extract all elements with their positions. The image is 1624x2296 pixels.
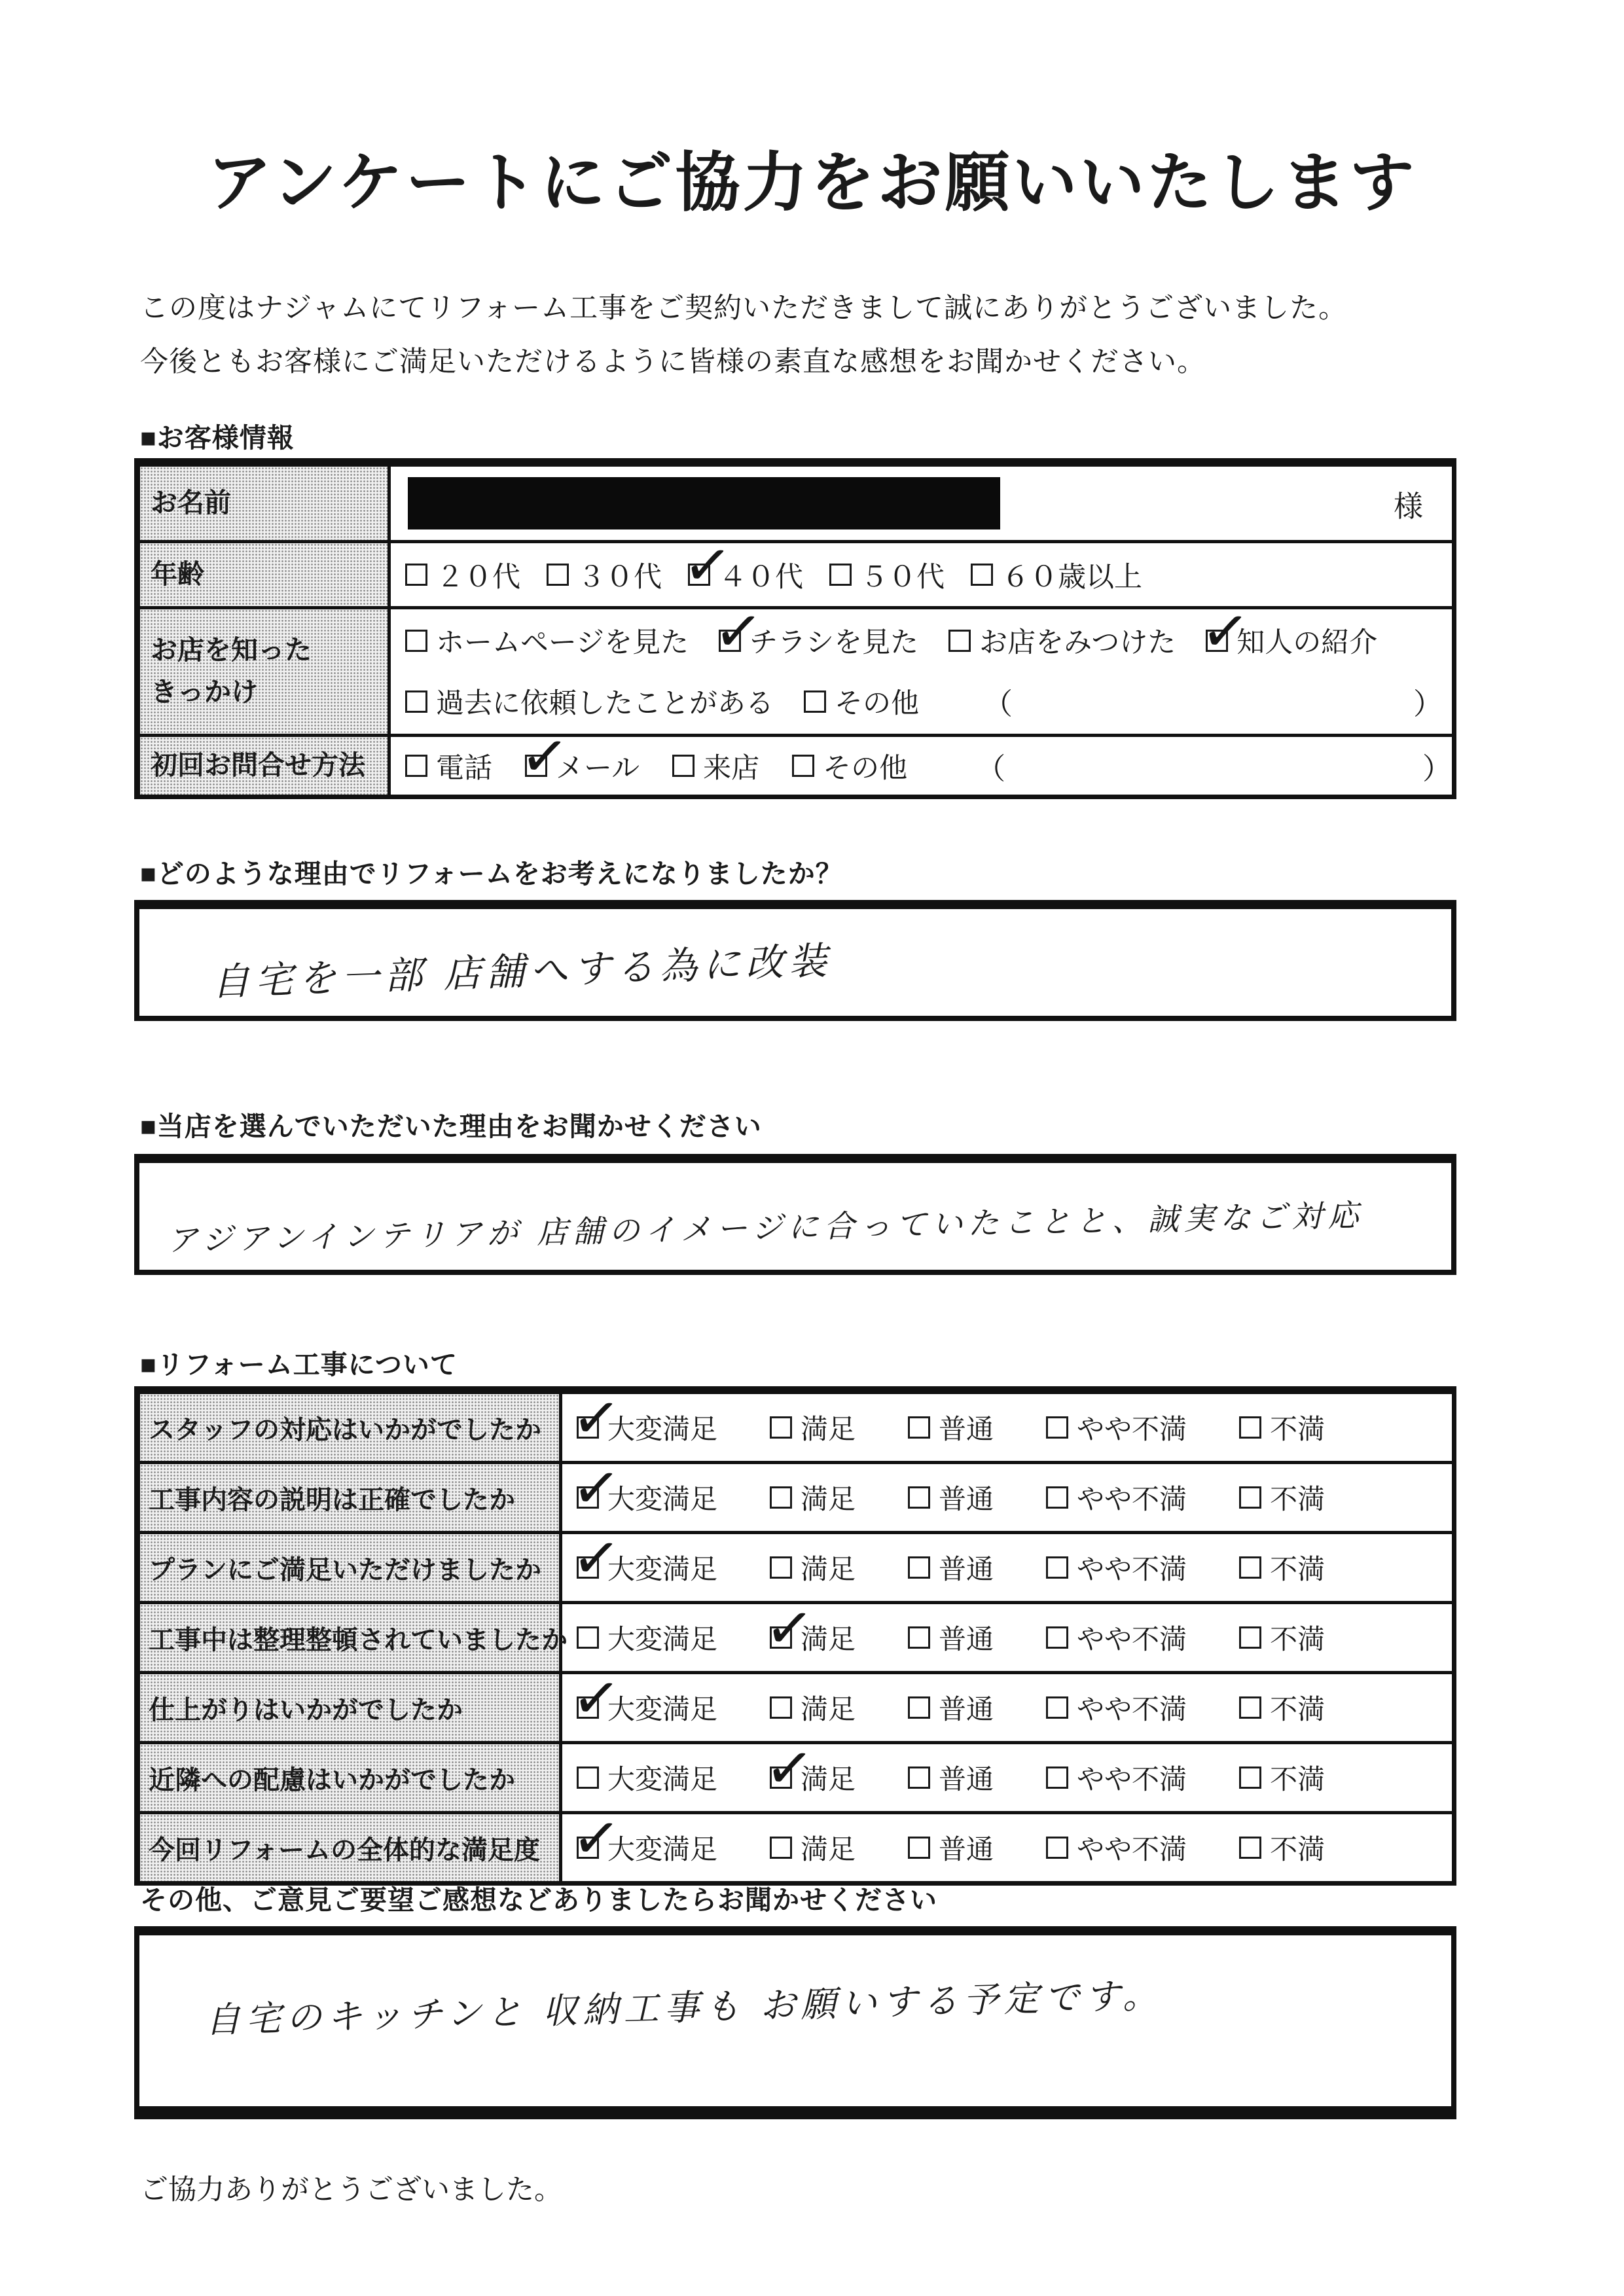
paren-open: （: [976, 751, 1006, 785]
page-title: アンケートにご協力をお願いいたします: [207, 146, 1417, 219]
age-label: 年齢: [140, 543, 391, 606]
option-label: 過去に依頼したことがある: [436, 688, 774, 719]
section-heading-reason: ■どのような理由でリフォームをお考えになりましたか？: [140, 859, 843, 889]
rating-checkbox: [770, 1696, 792, 1719]
how-found-options-cell: [391, 609, 1452, 734]
option-label: 電話: [436, 752, 492, 784]
option-label: やや不満: [1077, 1624, 1187, 1655]
rating-option: [770, 1408, 856, 1447]
rating-option: [1239, 1828, 1325, 1867]
rating-checkbox: [1046, 1556, 1068, 1579]
option-label: 不満: [1270, 1484, 1326, 1515]
checkbox-60plus: [971, 564, 993, 586]
table-row-overall-satisfaction: 今回リフォームの全体的な満足度 ✓ 大変満足 満足 普通 やや不満 不満: [140, 1811, 1452, 1881]
rating-option: [577, 1688, 717, 1727]
option-label: 不満: [1270, 1414, 1326, 1444]
handwritten-answer-comments: 自宅のキッチンと 収納工事も お願いする予定です。: [204, 1975, 1164, 2041]
checkbox-email: [525, 755, 547, 777]
option-label: 大変満足: [607, 1764, 718, 1795]
checkbox-source-other: [804, 691, 826, 713]
rating-option: [908, 1478, 994, 1517]
checkbox-20s: [405, 564, 427, 586]
how-found-options-line1: [405, 620, 1377, 660]
checkbox-contact-other: [792, 755, 814, 777]
option-label: 満足: [801, 1414, 856, 1444]
rating-option: [1239, 1548, 1325, 1587]
rating-checkbox: [1239, 1486, 1261, 1509]
option-label: 知人の紹介: [1236, 627, 1378, 658]
rating-option: [1239, 1618, 1325, 1657]
handwritten-answer-choice: アジアンインテリアが 店舗のイメージに合っていたことと、誠実なご対応: [166, 1197, 1364, 1258]
option-label: ５０代: [860, 561, 945, 593]
source-option-other: [804, 681, 919, 721]
option-label: 満足: [801, 1764, 856, 1795]
rating-option: [908, 1548, 994, 1587]
option-label: その他: [823, 752, 908, 784]
rating-option: [1046, 1408, 1187, 1447]
rating-checkbox: [1046, 1486, 1068, 1509]
rating-option: [1046, 1688, 1187, 1727]
rating-option: [1046, 1618, 1187, 1657]
option-label: 不満: [1270, 1624, 1326, 1655]
contact-option-visit: [672, 746, 759, 786]
rating-checkbox: [908, 1696, 930, 1719]
rating-checkbox: [577, 1767, 599, 1789]
rating-checkbox: [1046, 1696, 1068, 1719]
how-found-label: お店を知った きっかけ: [140, 609, 391, 734]
checkbox-found-store: [948, 630, 971, 652]
option-label: 不満: [1270, 1834, 1326, 1865]
rating-option: [908, 1618, 994, 1657]
rating-option: [1046, 1548, 1187, 1587]
intro-text: [140, 281, 1347, 389]
option-label: 満足: [801, 1624, 856, 1655]
rating-checkbox: [908, 1486, 930, 1509]
option-label: 普通: [939, 1414, 994, 1444]
contact-option-phone: [405, 746, 492, 786]
source-option-past-request: [405, 681, 774, 721]
rating-checkbox: [770, 1416, 792, 1439]
rating-checkbox: [908, 1556, 930, 1579]
option-label: 普通: [939, 1834, 994, 1865]
option-label: やや不満: [1077, 1694, 1187, 1725]
paren-close: ）: [1422, 751, 1452, 785]
section-heading-construction: ■リフォーム工事について: [140, 1350, 458, 1380]
age-option-60plus: [971, 555, 1142, 595]
section-heading-comments: その他、ご意見ご要望ご感想などありましたらお聞かせください: [140, 1885, 937, 1915]
option-label: 大変満足: [607, 1554, 718, 1585]
satisfaction-table: [134, 1386, 1456, 1886]
rating-option: [577, 1408, 717, 1447]
checkbox-30s: [547, 564, 569, 586]
name-honorific: 様: [1393, 489, 1423, 523]
source-option-flyer: [719, 620, 918, 660]
free-text-box-reason: [134, 900, 1456, 1021]
option-label: ２０代: [436, 561, 520, 593]
rating-option: [577, 1548, 717, 1587]
free-text-box-comments: [134, 1926, 1456, 2119]
rating-checkbox: [1239, 1696, 1261, 1719]
customer-info-table: [134, 458, 1456, 799]
rating-checkbox: [1046, 1767, 1068, 1789]
first-contact-label: 初回お問合せ方法: [140, 737, 391, 795]
contact-option-other: [792, 746, 907, 786]
rating-checkbox: [1239, 1837, 1261, 1859]
rating-checkbox: [908, 1416, 930, 1439]
rating-option: [577, 1758, 717, 1797]
table-row-tidiness: 工事中は整理整頓されていましたか 大変満足 ✓ 満足 普通 やや不満 不満: [140, 1601, 1452, 1671]
option-label: 来店: [703, 752, 760, 784]
rating-checkbox: [908, 1767, 930, 1789]
rating-option: [577, 1478, 717, 1517]
rating-checkbox: [1239, 1416, 1261, 1439]
rating-option: [1239, 1478, 1325, 1517]
checkbox-50s: [829, 564, 852, 586]
option-label: チラシを見た: [749, 627, 919, 658]
rating-option: [908, 1758, 994, 1797]
checkbox-phone: [405, 755, 427, 777]
rating-option: [1046, 1828, 1187, 1867]
age-option-30s: [547, 555, 662, 595]
option-label: お店をみつけた: [979, 627, 1176, 658]
handwritten-answer-reason: 自宅を一部 店舗へする為に改装: [211, 939, 833, 1004]
rating-option: [1239, 1758, 1325, 1797]
rating-checkbox: [1239, 1556, 1261, 1579]
source-option-homepage: [405, 620, 689, 660]
rating-checkbox: [1046, 1416, 1068, 1439]
rating-checkbox: [577, 1626, 599, 1649]
table-row-staff-response: スタッフの対応はいかがでしたか ✓ 大変満足 満足 普通 やや不満 不満: [140, 1394, 1452, 1461]
table-row-explanation-accuracy: 工事内容の説明は正確でしたか ✓ 大変満足 満足 普通 やや不満 不満: [140, 1461, 1452, 1531]
source-option-found-store: [948, 620, 1176, 660]
rating-checkbox: [770, 1837, 792, 1859]
rating-option: [908, 1688, 994, 1727]
rating-option: [770, 1478, 856, 1517]
rating-checkbox: [908, 1837, 930, 1859]
option-label: ６０歳以上: [1001, 561, 1142, 593]
table-row-neighbor-consideration: 近隣への配慮はいかがでしたか 大変満足 ✓ 満足 普通 やや不満 不満: [140, 1741, 1452, 1811]
table-row-how-found: [140, 606, 1452, 734]
checkbox-referral: [1206, 630, 1228, 652]
intro-line-2: 今後ともお客様にご満足いただけるように皆様の素直な感想をお聞かせください。: [140, 346, 1206, 378]
age-option-40s: [688, 555, 803, 595]
section-heading-choice: ■当店を選んでいただいた理由をお聞かせください: [140, 1111, 762, 1141]
rating-option: [770, 1548, 856, 1587]
option-label: やや不満: [1077, 1554, 1187, 1585]
checkbox-flyer: [719, 630, 741, 652]
option-label: やや不満: [1077, 1764, 1187, 1795]
rating-option: [908, 1408, 994, 1447]
option-label: 大変満足: [607, 1414, 718, 1444]
rating-checkbox: [577, 1416, 599, 1439]
checkbox-past-request: [405, 691, 427, 713]
contact-option-email: [525, 746, 640, 786]
option-label: 普通: [939, 1694, 994, 1725]
option-label: 大変満足: [607, 1484, 718, 1515]
option-label: メール: [556, 752, 640, 784]
section-heading-customer-info: ■お客様情報: [140, 423, 295, 453]
option-label: その他: [835, 688, 919, 719]
rating-option: [577, 1828, 717, 1867]
option-label: やや不満: [1077, 1834, 1187, 1865]
table-row-plan-satisfaction: プランにご満足いただけましたか ✓ 大変満足 満足 普通 やや不満 不満: [140, 1531, 1452, 1601]
rating-checkbox: [577, 1556, 599, 1579]
rating-checkbox: [577, 1486, 599, 1509]
rating-option: [1239, 1408, 1325, 1447]
table-row-finish-quality: 仕上がりはいかがでしたか ✓ 大変満足 満足 普通 やや不満 不満: [140, 1671, 1452, 1741]
table-row-age: [140, 540, 1452, 606]
option-label: 普通: [939, 1764, 994, 1795]
table-row-name: [140, 467, 1452, 540]
rating-option: [1239, 1688, 1325, 1727]
option-label: ３０代: [577, 561, 662, 593]
rating-checkbox: [770, 1626, 792, 1649]
age-option-20s: [405, 555, 520, 595]
rating-checkbox: [770, 1556, 792, 1579]
table-row-first-contact: [140, 734, 1452, 795]
rating-option: [577, 1618, 717, 1657]
rating-checkbox: [1046, 1837, 1068, 1859]
rating-option: [770, 1828, 856, 1867]
option-label: やや不満: [1077, 1484, 1187, 1515]
rating-option: [770, 1688, 856, 1727]
option-label: ホームページを見た: [436, 627, 689, 658]
option-label: 普通: [939, 1624, 994, 1655]
rating-option: [1046, 1478, 1187, 1517]
rating-checkbox: [908, 1626, 930, 1649]
rating-option: [770, 1758, 856, 1797]
option-label: 満足: [801, 1554, 856, 1585]
free-text-box-choice: [134, 1154, 1456, 1275]
checkbox-homepage: [405, 630, 427, 652]
rating-checkbox: [577, 1837, 599, 1859]
option-label: 不満: [1270, 1694, 1326, 1725]
name-value-cell: [391, 467, 1452, 540]
option-label: 大変満足: [607, 1694, 718, 1725]
option-label: 大変満足: [607, 1834, 718, 1865]
closing-thanks-text: ご協力ありがとうございました。: [140, 2174, 562, 2206]
name-label: お名前: [140, 467, 391, 540]
rating-option: [770, 1618, 856, 1657]
paren-close: ）: [1413, 687, 1443, 721]
option-label: 大変満足: [607, 1624, 718, 1655]
option-label: 満足: [801, 1484, 856, 1515]
option-label: やや不満: [1077, 1414, 1187, 1444]
option-label: 満足: [801, 1694, 856, 1725]
checkbox-40s: [688, 564, 710, 586]
option-label: 不満: [1270, 1554, 1326, 1585]
option-label: 不満: [1270, 1764, 1326, 1795]
rating-option: [1046, 1758, 1187, 1797]
rating-option: [908, 1828, 994, 1867]
option-label: 普通: [939, 1484, 994, 1515]
option-label: 普通: [939, 1554, 994, 1585]
intro-line-1: この度はナジャムにてリフォーム工事をご契約いただきまして誠にありがとうございました。: [140, 293, 1348, 324]
paren-open: （: [983, 687, 1013, 721]
how-found-options-line2: [405, 680, 1443, 723]
rating-checkbox: [770, 1486, 792, 1509]
redacted-name-box: [408, 477, 1000, 529]
first-contact-options-cell: [391, 737, 1452, 795]
rating-checkbox: [1046, 1626, 1068, 1649]
rating-checkbox: [577, 1696, 599, 1719]
option-label: ４０代: [719, 561, 803, 593]
age-option-50s: [829, 555, 945, 595]
checkbox-visit: [672, 755, 695, 777]
age-options-cell: [391, 543, 1452, 606]
rating-checkbox: [770, 1767, 792, 1789]
source-option-referral: [1206, 620, 1377, 660]
option-label: 満足: [801, 1834, 856, 1865]
rating-checkbox: [1239, 1767, 1261, 1789]
rating-checkbox: [1239, 1626, 1261, 1649]
